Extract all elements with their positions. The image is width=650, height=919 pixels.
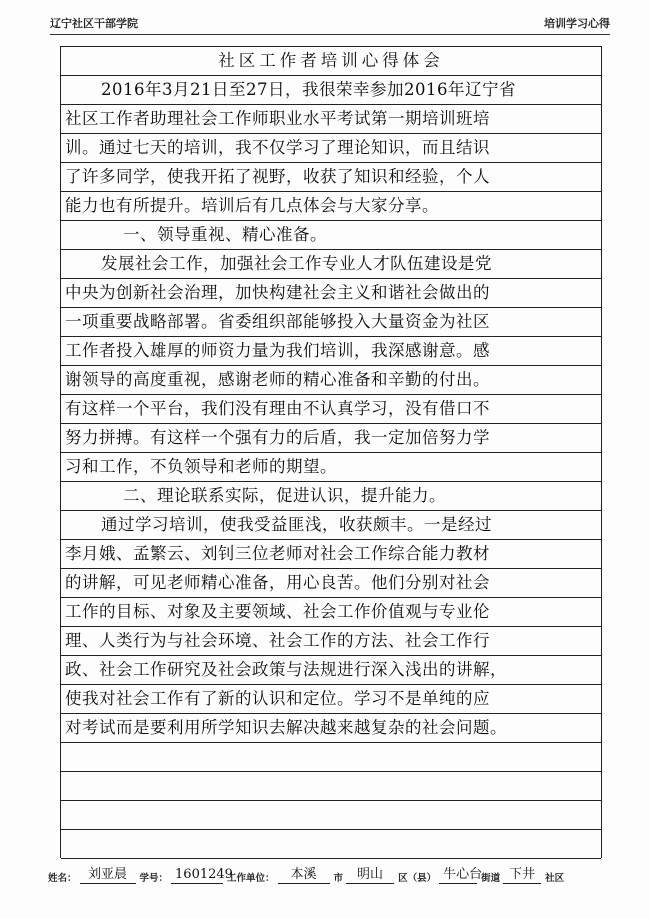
page-header [50, 12, 610, 34]
essay-line: 工作者投入雄厚的师资力量为我们培训，我深感谢意。感 [65, 341, 490, 360]
street-value: 牛心台 [439, 863, 477, 884]
community-suffix: 社区 [545, 873, 565, 884]
essay-line: 训。通过七天的培训，我不仅学习了理论知识，而且结识 [65, 138, 490, 157]
street-suffix: 街道 [481, 873, 501, 884]
essay-title: 社区工作者培训心得体会 [218, 51, 444, 70]
essay-line: 一、领导重视、精心准备。 [123, 225, 327, 244]
ruled-line [61, 829, 601, 830]
essay-line: 2016年3月21日至27日，我很荣幸参加2016年辽宁省 [101, 80, 516, 99]
header-sheet-title: 培训学习心得 [544, 17, 610, 30]
essay-line: 努力拼搏。有这样一个强有力的后盾，我一定加倍努力学 [65, 428, 490, 447]
name-label: 姓名： [48, 873, 77, 884]
essay-line: 一项重要战略部署。省委组织部能够投入大量资金为社区 [65, 312, 490, 331]
essay-line: 政、社会工作研究及社会政策与法规进行深入浅出的讲解， [65, 660, 507, 679]
city-value: 本溪 [278, 863, 330, 884]
ruled-line [61, 800, 601, 801]
header-divider [50, 34, 610, 35]
essay-line: 的讲解，可见老师精心准备，用心良苦。他们分别对社会 [65, 573, 490, 592]
city-suffix: 市 [333, 873, 344, 884]
ruled-line [61, 771, 601, 772]
work-unit-label: 工作单位： [227, 873, 275, 884]
essay-line: 通过学习培训，使我受益匪浅，收获颇丰。一是经过 [101, 515, 492, 534]
lined-writing-area [60, 46, 602, 858]
essay-line: 工作的目标、对象及主要领域、社会工作价值观与专业伦 [65, 602, 490, 621]
essay-line: 了许多同学，使我开拓了视野，收获了知识和经验，个人 [65, 167, 490, 186]
student-id-label: 学号： [139, 873, 169, 884]
district-value: 明山 [346, 863, 394, 884]
essay-line: 李月娥、孟繁云、刘钊三位老师对社会工作综合能力教材 [65, 544, 490, 563]
essay-line: 习和工作，不负领导和老师的期望。 [65, 457, 337, 476]
essay-line: 中央为创新社会治理，加快构建社会主义和谐社会做出的 [65, 283, 490, 302]
essay-line: 二、理论联系实际，促进认识，提升能力。 [123, 486, 446, 505]
ruled-line [61, 742, 601, 743]
essay-line: 发展社会工作，加强社会工作专业人才队伍建设是党 [101, 254, 492, 273]
header-school-name: 辽宁社区干部学院 [50, 17, 138, 30]
district-suffix: 区（县） [398, 873, 437, 884]
student-info-footer [48, 862, 620, 884]
name-value: 刘亚晨 [80, 863, 136, 884]
essay-line: 对考试而是要利用所学知识去解决越来越复杂的社会问题。 [65, 718, 507, 737]
essay-line: 能力也有所提升。培训后有几点体会与大家分享。 [65, 196, 439, 215]
essay-line: 社区工作者助理社会工作师职业水平考试第一期培训班培 [65, 109, 490, 128]
essay-line: 理、人类行为与社会环境、社会工作的方法、社会工作行 [65, 631, 490, 650]
essay-line: 有这样一个平台，我们没有理由不认真学习，没有借口不 [65, 399, 490, 418]
essay-line: 谢领导的高度重视，感谢老师的精心准备和辛勤的付出。 [65, 370, 490, 389]
student-id-value: 1601249 [171, 867, 223, 884]
community-value: 下井 [503, 863, 541, 884]
essay-line: 使我对社会工作有了新的认识和定位。学习不是单纯的应 [65, 689, 490, 708]
ruled-line [61, 858, 601, 859]
